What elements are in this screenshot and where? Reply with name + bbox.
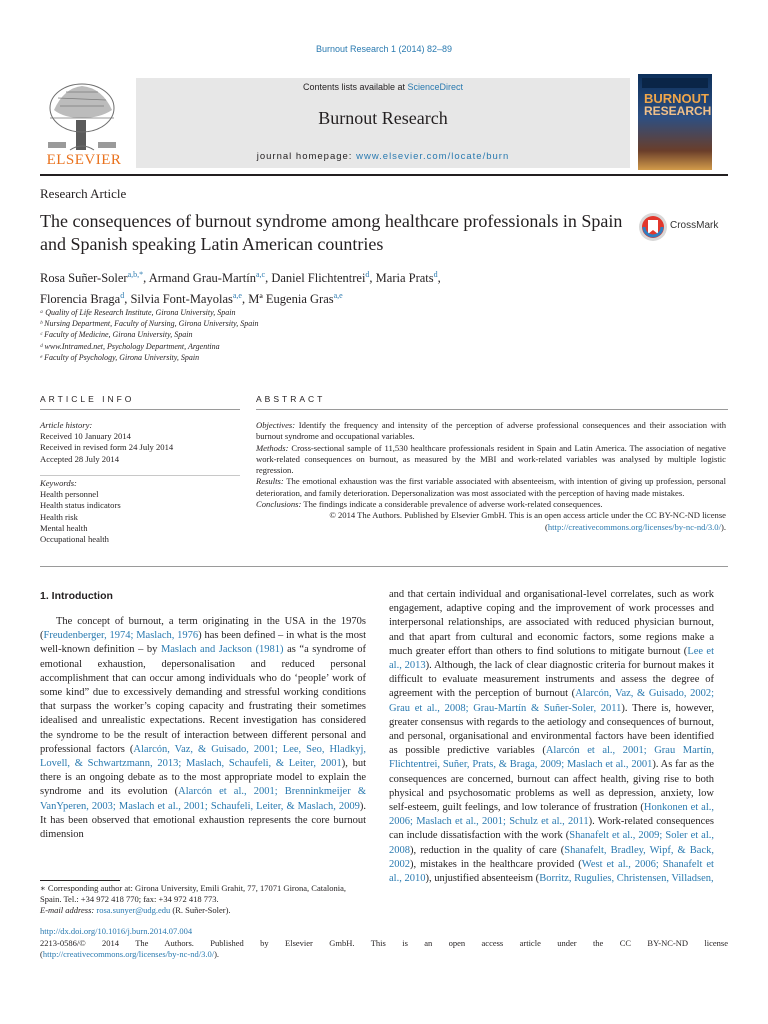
author-affiliation-marks[interactable]: a,e [333, 291, 343, 301]
journal-cover-image [638, 74, 712, 170]
keyword: Health risk [40, 511, 78, 522]
results-label: Results: [256, 476, 284, 487]
license-url-open: ( [40, 949, 43, 959]
email-suffix: (R. Suñer-Soler). [170, 905, 231, 915]
objectives-text: Identify the frequency and intensity of the perception of adverse professional consequences and their association with burnout syndrome and occupational variables. [256, 420, 726, 442]
cover-title-2: RESEARCH [644, 104, 712, 118]
journal-homepage [136, 151, 630, 162]
keyword: Occupational health [40, 534, 109, 545]
doi-line [40, 926, 728, 937]
results-text: The emotional exhaustion was the first variable associated with absenteeism, with intention of giving up profession, personal deterioration, and family deterioration. Depersonalization was most associated with the perception of having made mistakes. [256, 476, 726, 498]
affiliation-list [40, 307, 259, 363]
body-text: ), but there is an ongoing debate as to the most appropriate model to explain the syndrome and its evolution ( [40, 758, 366, 798]
revised-date: Received in revised form 24 July 2014 [40, 442, 174, 453]
journal-title: Burnout Research [318, 108, 448, 128]
citation-link[interactable]: Alarcón et al., 2001; Brenninkmeijer & VanYperen, 2003; Maslach et al., 2001; Schaufeli, Leiter, & Maslach, 2009 [40, 786, 366, 812]
body-text: ), unjustified absenteeism ( [425, 873, 540, 885]
copyright-text: © 2014 The Authors. Published by Elsevier GmbH. This is an open access article under the CC BY-NC-ND license ( [329, 510, 726, 532]
footnote-rule [40, 880, 120, 881]
journal-citation[interactable]: Burnout Research 1 (2014) 82–89 [315, 44, 453, 54]
citation-link[interactable]: Alarcón et al., 2001; Grau Martín, Flichtentrei, Suñer, Prats, & Braga, 2009; Maslach et al., 2001 [389, 745, 714, 771]
publisher-name: ELSEVIER [46, 152, 122, 168]
article-history [40, 420, 240, 465]
body-text: ), reduction in the quality of care ( [410, 844, 565, 856]
affiliation: ᵇ Nursing Department, Faculty of Nursing, Girona University, Spain [40, 319, 259, 329]
email-label: E-mail address: [40, 905, 95, 915]
received-date: Received 10 January 2014 [40, 431, 131, 442]
keyword: Health personnel [40, 489, 99, 500]
body-text: ). There is, however, greater consensus with regards to the aetiology and consequences of burnout, and personal, organisational and environmental factors have been identified as possible predictive variables ( [389, 702, 714, 757]
body-text: ) has been defined – in what is the most well-known definition – by [40, 630, 366, 656]
corresponding-author: ∗ Corresponding author at: Girona University, Emili Grahit, 77, 17071 Girona, Catalonia, Spain. Tel.: +34 972 418 770; fax: +34 972 418 773. [40, 883, 346, 904]
keyword: Mental health [40, 522, 88, 533]
body-text: ), mistakes in the healthcare provided ( [410, 858, 582, 870]
methods-text: Cross-sectional sample of 11,530 healthcare professionals resident in Spain and Latin America. The association of negative work-related consequences on burnout, as measured by the MBI and work-related variables was analysed by multiple logistic regression. [256, 442, 726, 476]
accepted-date: Accepted 28 July 2014 [40, 453, 119, 464]
conclusions-text: The findings indicate a considerable prevalence of adverse work-related consequences. [301, 499, 603, 510]
objectives-label: Objectives: [256, 420, 296, 430]
license-link[interactable]: http://creativecommons.org/licenses/by-nc-nd/3.0/ [547, 521, 721, 532]
citation-link[interactable]: Alarcón, Vaz, & Guisado, 2001; Lee, Seo, Hladkyj, Lovell, & Schwartzmann, 2013; Maslach, Schaufeli, & Leiter, 2001 [40, 743, 366, 770]
history-label: Article history: [40, 420, 93, 430]
body-text: The concept of burnout, a term originating in the USA in the 1970s ( [40, 616, 366, 642]
homepage-prefix: journal homepage: [256, 151, 357, 162]
article-type: Research Article [40, 186, 127, 201]
info-divider [40, 475, 240, 476]
keyword: Health status indicators [40, 500, 121, 511]
author-name[interactable]: Armand Grau-Martín [148, 271, 256, 286]
sciencedirect-link[interactable]: ScienceDirect [407, 82, 464, 92]
conclusions-label: Conclusions: [256, 499, 302, 510]
email-link[interactable]: rosa.sunyer@udg.edu [96, 905, 171, 915]
body-column-right [389, 588, 714, 886]
homepage-link[interactable]: www.elsevier.com/locate/burn [356, 151, 510, 162]
author-name[interactable]: Mª Eugenia Gras [248, 292, 334, 307]
body-text: ). Although, the lack of clear diagnostic criteria for burnout makes it difficult to evaluate measurement instruments and assess the degree of agreement with the perception of burnout ( [389, 660, 715, 700]
affiliation: ᵃ Quality of Life Research Institute, Girona University, Spain [40, 308, 236, 317]
body-text: ). As far as the consequences are concerned, burnout can affect health, giving rise to both physical and psychosomatic problems as well as depression, anxiety, low self-esteem, guilt feelings, and low tolerance of frustration ( [389, 759, 714, 814]
abstract-heading: ABSTRACT [256, 394, 326, 404]
citation-link[interactable]: Shanafelt et al., 2009; Soler et al., 2008 [389, 830, 715, 856]
cover-title-1: BURNOUT [644, 91, 709, 106]
body-text: ). It has been observed that emotional exhaustion represents the core burnout dimension [40, 800, 366, 841]
citation-link[interactable]: Borritz, Rugulies, Christensen, Villadsen, [539, 873, 714, 885]
author-name[interactable]: Silvia Font-Mayolas [130, 292, 233, 307]
body-text: ). Work-related consequences can include dissatisfaction with the work ( [389, 816, 714, 842]
citation-link[interactable]: Honkonen et al., 2006; Maslach et al., 2001; Schulz et al., 2011 [389, 802, 714, 828]
header-rule [40, 174, 728, 176]
author-affiliation-marks[interactable]: a,e [232, 291, 242, 301]
crossmark-label: CrossMark [670, 220, 719, 231]
abstract-body [256, 420, 726, 533]
citation-link[interactable]: Freudenberger, 1974; Maslach, 1976 [43, 630, 199, 642]
info-rule [40, 409, 240, 410]
copyright-end: ). [720, 521, 726, 532]
keywords-label: Keywords: [40, 478, 77, 488]
footnote [40, 883, 366, 916]
author-name[interactable]: Daniel Flichtentrei [271, 271, 366, 286]
author-affiliation-marks[interactable]: a,c [255, 270, 266, 279]
methods-label: Methods: [256, 442, 289, 453]
license-url-close: ). [214, 949, 220, 959]
contents-line [136, 82, 630, 92]
body-text: as “a syndrome of emotional exhaustion, depersonalisation and reduced personal accomplishment that can occur among individuals who do ‘people’ work of some kind” due to excessively demanding and stressful working conditions that surpass the worker’s coping capacity and frustrating their sometimes idealised and unrealistic expectations. Recent investigation has considered the syndrome to be the result of interaction between different personal and professional factors ( [40, 644, 366, 755]
license-url-line [40, 949, 728, 960]
section-heading-introduction: 1. Introduction [40, 590, 113, 602]
affiliation: ᶜ Faculty of Medicine, Girona University, Spain [40, 330, 193, 340]
author-affiliation-marks[interactable]: a,b,* [127, 270, 144, 279]
doi-link[interactable]: http://dx.doi.org/10.1016/j.burn.2014.07.004 [40, 926, 193, 936]
author-affiliation-marks[interactable]: d [120, 291, 125, 301]
license-line: 2213-0586/© 2014 The Authors. Published by Elsevier GmbH. This is an open access article under the CC BY-NC-ND license [40, 938, 728, 948]
author-affiliation-marks[interactable]: d [365, 270, 370, 279]
citation-link[interactable]: Maslach and Jackson (1981) [160, 644, 284, 656]
body-text: and that certain individual and organisational-level correlates, such as work engagement, adaptive coping and the improvement of work processes and interpersonal relationships, are associated with reduced physician burnout, and that apart from cultural and economic factors, some regions make a much greater effort than others to find solutions to mitigate burnout ( [389, 589, 714, 657]
crossmark-icon [638, 212, 668, 242]
affiliation: ᵉ Faculty of Psychology, Girona University, Spain [40, 352, 200, 362]
citation-link[interactable]: Alarcón, Vaz, & Guisado, 2002; Grau et al., 2008; Grau-Martín & Suñer-Soler, 2011 [389, 688, 715, 714]
contents-prefix: Contents lists available at [302, 82, 408, 92]
citation-link[interactable]: West et al., 2006; Shanafelt et al., 2010 [389, 858, 714, 885]
author-affiliation-marks[interactable]: d [433, 270, 438, 279]
article-title: The consequences of burnout syndrome among healthcare professionals in Spain and Spanish speaking Latin American countries [40, 211, 623, 254]
affiliation: ᵈ www.Intramed.net, Psychology Department, Argentina [40, 341, 220, 351]
elsevier-logo [40, 78, 128, 168]
keywords [40, 478, 240, 545]
author-list: Rosa Suñer-Soler$^{a,b,*}$, Armand Grau-Martín$^{a,c}$, Daniel Flichtentrei$^d$, Maria Prats$^d$, Florencia Braga$^d$, Silvia Font-Mayolas$^{a,e}$, Mª Eugenia Gras$^{a,e}$ [40, 270, 441, 307]
body-column-left [40, 615, 366, 842]
crossmark-badge[interactable] [638, 212, 728, 242]
author-name[interactable]: Rosa Suñer-Soler [40, 271, 128, 286]
abstract-rule [256, 409, 728, 410]
author-name[interactable]: Maria Prats [375, 271, 434, 286]
article-info-heading: ARTICLE INFO [40, 394, 135, 404]
citation-link[interactable]: Shanafelt, Bradley, Wipf, & Back, 2002 [389, 844, 714, 870]
abstract-bottom-rule [40, 566, 728, 567]
bottom-license-link[interactable]: http://creativecommons.org/licenses/by-nc-nd/3.0/ [42, 949, 215, 959]
citation-link[interactable]: Lee et al., 2013 [389, 645, 715, 672]
author-name[interactable]: Florencia Braga [40, 292, 121, 307]
